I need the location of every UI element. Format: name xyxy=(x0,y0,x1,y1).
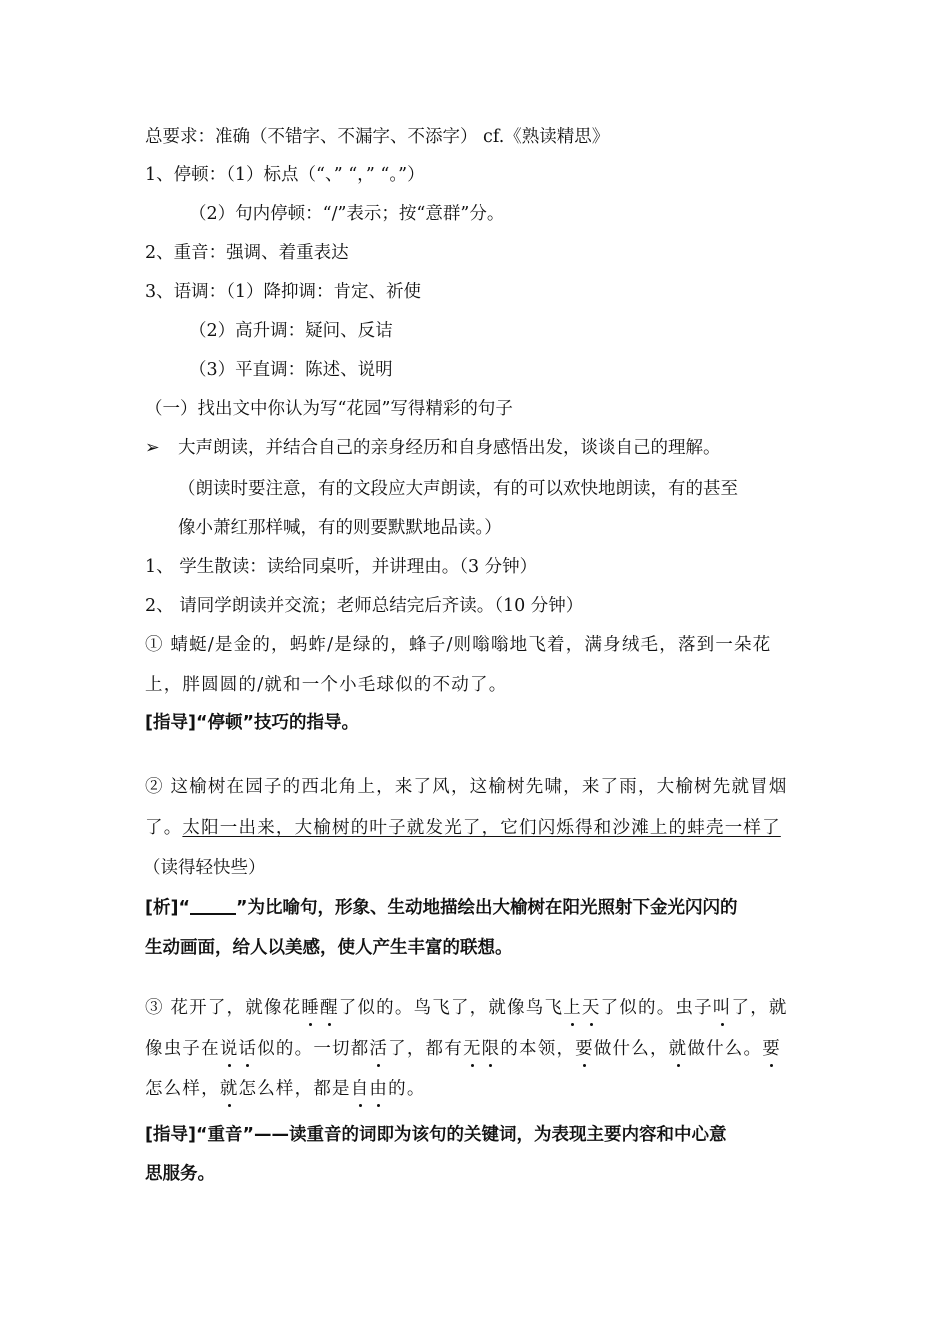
step-one-line: 1、 学生散读：读给同桌听，并讲理由。（3 分钟） xyxy=(145,557,538,577)
passage-three-line-1 xyxy=(145,997,788,1019)
reading-note-line-1: （朗读时要注意，有的文段应大声朗读，有的可以欢快地朗读，有的甚至 xyxy=(178,479,738,499)
stressed-char: 活 xyxy=(369,1039,389,1059)
step-two-line: 2、 请同学朗读并交流；老师总结完后齐读。（10 分钟） xyxy=(145,596,584,616)
stressed-char: 就 xyxy=(219,1079,239,1099)
passage-three-line-2 xyxy=(145,1038,781,1060)
text-segment: 像虫子在 xyxy=(145,1039,220,1059)
fill-in-blank xyxy=(190,897,236,915)
stressed-char: 上 xyxy=(563,998,582,1018)
analysis-text: ”为比喻句，形象、生动地描绘出大榆树在阳光照射下金光闪闪的 xyxy=(236,898,738,918)
text-segment: 的本领， xyxy=(500,1039,576,1059)
passage-two-line-1: ② 这榆树在园子的西北角上，来了风，这榆树先啸，来了雨，大榆树先就冒烟 xyxy=(145,777,788,797)
text-segment: 做什么， xyxy=(593,1039,669,1059)
passage-one-line-1: ① 蜻蜓/是金的，蚂蚱/是绿的，蜂子/则嗡嗡地飞着，满身绒毛，落到一朵花 xyxy=(145,635,772,655)
passage-three-line-3 xyxy=(145,1078,426,1100)
bullet-item-text: 大声朗读，并结合自己的亲身经历和自身感悟出发，谈谈自己的理解。 xyxy=(178,438,721,458)
text-segment: ③ 花开了，就像花 xyxy=(145,998,302,1018)
overall-requirement-line: 总要求：准确（不错字、不漏字、不添字） cf.《熟读精思》 xyxy=(145,127,610,147)
stressed-char: 要 xyxy=(762,1039,781,1059)
level-tone-line: （3）平直调：陈述、说明 xyxy=(189,360,393,380)
inner-pause-line: （2）句内停顿：“/”表示；按“意群”分。 xyxy=(189,204,505,224)
text-segment: 的。 xyxy=(388,1079,426,1099)
guidance-stress-line-2: 思服务。 xyxy=(145,1164,215,1184)
text-segment: 了似的。虫子 xyxy=(600,998,713,1018)
passage-one-line-2: 上，胖圆圆的/就和一个小毛球似的不动了。 xyxy=(145,675,508,695)
passage-two-prefix: 了。 xyxy=(145,818,183,838)
stressed-char: 说 xyxy=(219,1039,239,1059)
intonation-line: 3、语调：（1）降抑调：肯定、祈使 xyxy=(145,282,422,302)
text-segment: 做什么。 xyxy=(687,1039,763,1059)
rising-tone-line: （2）高升调：疑问、反诘 xyxy=(189,321,393,341)
bullet-marker-icon: ➢ xyxy=(145,438,160,458)
stress-line: 2、重音：强调、着重表达 xyxy=(145,243,349,263)
stressed-char: 限 xyxy=(481,1039,501,1059)
text-segment: 似的。一切都 xyxy=(257,1039,370,1059)
section-one-heading: （一）找出文中你认为写“花园”写得精彩的句子 xyxy=(145,399,513,419)
stressed-char: 由 xyxy=(369,1079,389,1099)
stressed-char: 无 xyxy=(462,1039,482,1059)
text-segment: 了，都有 xyxy=(388,1039,463,1059)
pause-heading-line: 1、停顿：（1）标点（“、” “，” “。”） xyxy=(145,165,425,185)
stressed-char: 话 xyxy=(238,1039,258,1059)
text-segment: 了，就 xyxy=(731,998,788,1018)
guidance-stress-line-1: [指导]“重音”——读重音的词即为该句的关键词，为表现主要内容和中心意 xyxy=(145,1125,727,1145)
read-lightly-note: （读得轻快些） xyxy=(143,858,266,878)
stressed-char: 睡 xyxy=(301,998,321,1018)
stressed-char: 就 xyxy=(668,1039,688,1059)
text-segment: 了似的。鸟飞了，就像鸟飞 xyxy=(338,998,564,1018)
stressed-char: 天 xyxy=(581,998,601,1018)
analysis-prefix: [析]“ xyxy=(145,898,190,918)
text-segment: 怎么样， xyxy=(145,1079,220,1099)
guidance-pause: [指导]“停顿”技巧的指导。 xyxy=(145,713,359,733)
stressed-char: 醒 xyxy=(320,998,339,1018)
stressed-char: 要 xyxy=(575,1039,594,1059)
analysis-line-2: 生动画面，给人以美感，使人产生丰富的联想。 xyxy=(145,938,513,958)
stressed-char: 自 xyxy=(350,1079,370,1099)
analysis-line-1 xyxy=(145,897,738,919)
stressed-char: 叫 xyxy=(712,998,732,1018)
reading-note-line-2: 像小萧红那样喊，有的则要默默地品读。） xyxy=(178,518,502,538)
text-segment: 怎么样，都是 xyxy=(238,1079,351,1099)
passage-two-line-2 xyxy=(145,817,781,839)
underlined-sentence: 太阳一出来，大榆树的叶子就发光了，它们闪烁得和沙滩上的蚌壳一样了 xyxy=(182,818,781,838)
